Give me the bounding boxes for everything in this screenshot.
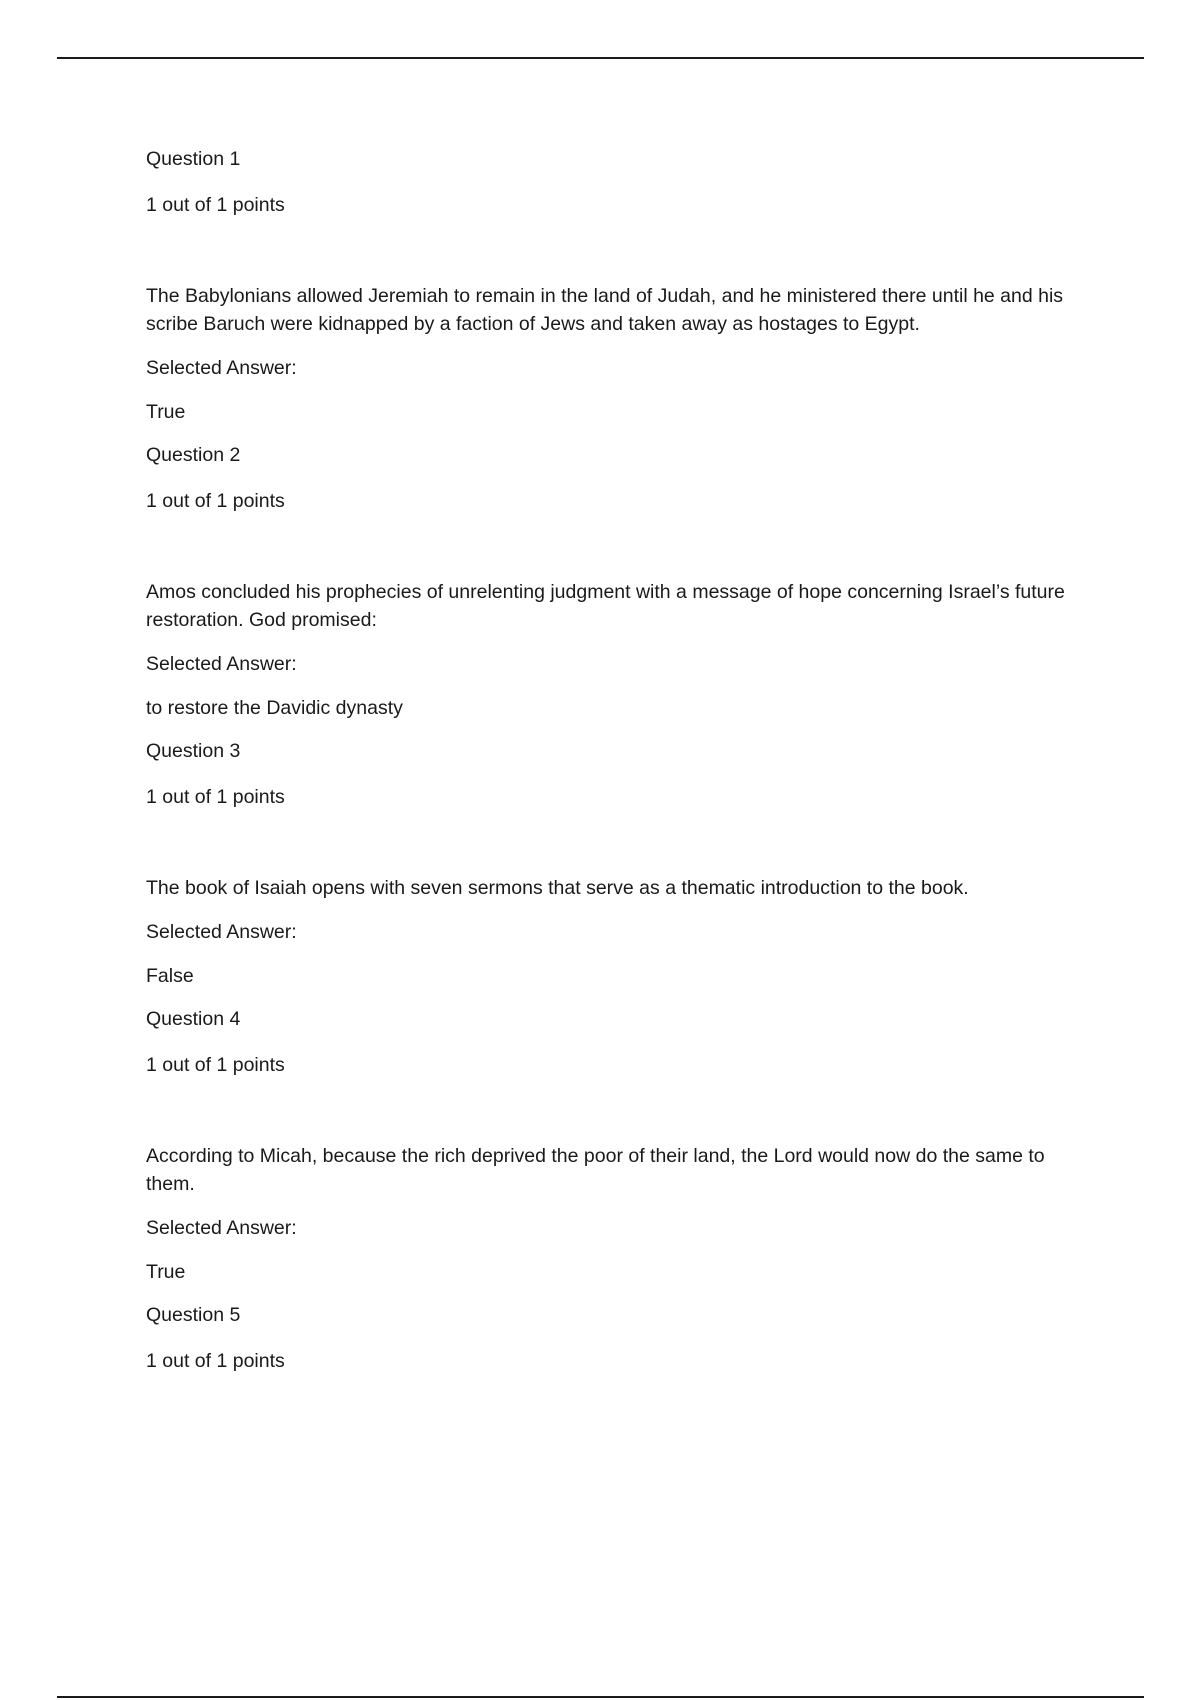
question-title: Question 3 <box>146 740 241 762</box>
selected-answer-value: to restore the Davidic dynasty <box>146 697 403 719</box>
question-1 <box>146 145 1076 426</box>
selected-answer-value: True <box>146 401 186 423</box>
question-text: Amos concluded his prophecies of unrelenting judgment with a message of hope concerning Israel’s future restoration. God promised: <box>146 581 1065 631</box>
question-points: 1 out of 1 points <box>146 786 285 808</box>
question-3 <box>146 737 1076 990</box>
selected-answer-value: True <box>146 1261 186 1283</box>
question-title: Question 1 <box>146 148 241 170</box>
question-2 <box>146 441 1076 722</box>
document-body <box>146 145 1076 1438</box>
question-text: According to Micah, because the rich deprived the poor of their land, the Lord would now do the same to them. <box>146 1145 1045 1195</box>
selected-answer-label: Selected Answer: <box>146 1217 297 1239</box>
selected-answer-label: Selected Answer: <box>146 653 297 675</box>
question-text: The book of Isaiah opens with seven sermons that serve as a thematic introduction to the book. <box>146 877 969 899</box>
question-title: Question 5 <box>146 1304 241 1326</box>
question-points: 1 out of 1 points <box>146 1350 285 1372</box>
bottom-rule <box>57 1696 1144 1698</box>
question-text: The Babylonians allowed Jeremiah to remain in the land of Judah, and he ministered there until he and his scribe Baruch were kidnapped by a faction of Jews and taken away as hostages to Egypt. <box>146 285 1064 335</box>
question-title: Question 2 <box>146 444 241 466</box>
question-points: 1 out of 1 points <box>146 490 285 512</box>
question-title: Question 4 <box>146 1008 241 1030</box>
question-points: 1 out of 1 points <box>146 1054 285 1076</box>
selected-answer-label: Selected Answer: <box>146 921 297 943</box>
top-rule <box>57 57 1144 59</box>
question-5 <box>146 1301 1076 1375</box>
question-4 <box>146 1005 1076 1286</box>
question-points: 1 out of 1 points <box>146 194 285 216</box>
selected-answer-label: Selected Answer: <box>146 357 297 379</box>
selected-answer-value: False <box>146 965 194 987</box>
